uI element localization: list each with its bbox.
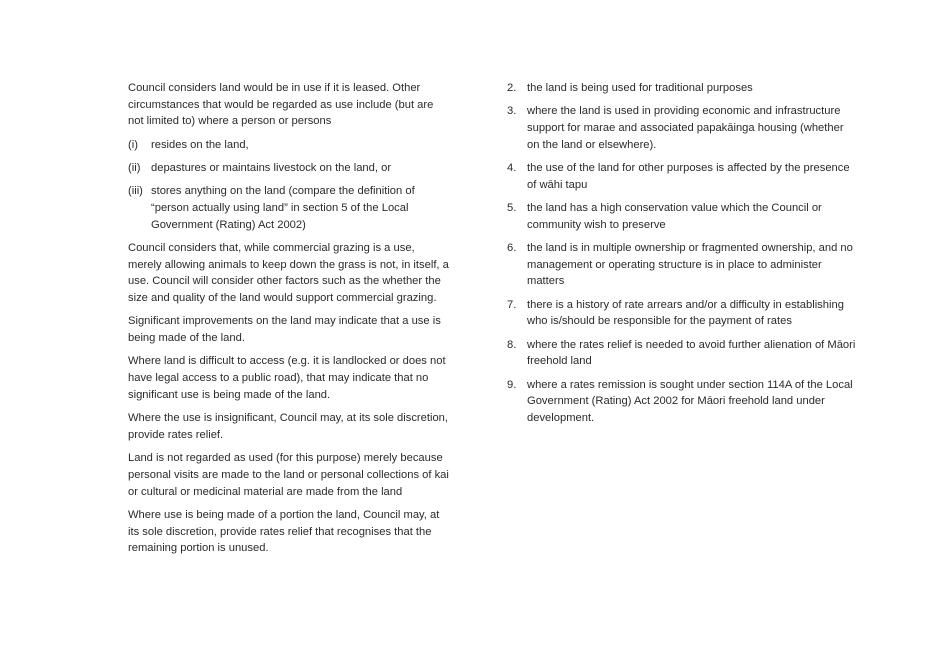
numbered-list-item bbox=[507, 80, 859, 97]
list-item-text: the use of the land for other purposes is affected by the presence of wāhi tapu bbox=[527, 162, 850, 191]
list-marker: (i) bbox=[128, 138, 138, 151]
use-list-item bbox=[128, 183, 450, 233]
numbered-list-item bbox=[507, 297, 859, 330]
list-number: 3. bbox=[507, 105, 517, 118]
body-paragraph: Land is not regarded as used (for this purpose) merely because personal visits are made to the land or personal collections of kai or cultural or medicinal material are made from the land bbox=[128, 452, 449, 498]
list-item-text: the land has a high conservation value which the Council or community wish to preserve bbox=[527, 202, 822, 231]
list-number: 6. bbox=[507, 242, 517, 254]
numbered-list-item bbox=[507, 200, 859, 233]
numbered-list-item bbox=[507, 337, 859, 370]
list-item-text: where the rates relief is needed to avoid further alienation of Māori freehold land bbox=[527, 338, 856, 368]
list-item-text: the land is in multiple ownership or fragmented ownership, and no management or operating structure is in place to administer matters bbox=[527, 242, 853, 288]
list-number: 4. bbox=[507, 162, 517, 174]
numbered-list-item bbox=[507, 377, 859, 427]
list-number: 9. bbox=[507, 378, 517, 391]
list-item-text: stores anything on the land (compare the definition of “person actually using land” in section 5 of the Local Government (Rating) Act 2002) bbox=[151, 185, 415, 231]
right-column bbox=[507, 80, 859, 433]
list-marker: (iii) bbox=[128, 185, 143, 198]
list-item-text: where a rates remission is sought under section 114A of the Local Government (Rating) Act 2002 for Māori freehold land under development. bbox=[527, 378, 853, 425]
list-marker: (ii) bbox=[128, 162, 141, 174]
use-list-item bbox=[128, 137, 450, 154]
use-list-item bbox=[128, 160, 450, 177]
list-number: 7. bbox=[507, 298, 517, 311]
list-item-text: depastures or maintains livestock on the land, or bbox=[151, 162, 392, 174]
body-paragraph: Significant improvements on the land may indicate that a use is being made of the land. bbox=[128, 315, 441, 345]
body-paragraph: Where land is difficult to access (e.g. it is landlocked or does not have legal access to a public road), that may indicate that no significant use is being made of the land. bbox=[128, 355, 446, 401]
list-number: 5. bbox=[507, 202, 517, 214]
intro-paragraph: Council considers land would be in use if it is leased. Other circumstances that would be regarded as use include (but are not limited to) where a person or persons bbox=[128, 82, 434, 128]
left-column bbox=[128, 80, 450, 564]
list-item-text: resides on the land, bbox=[151, 138, 249, 151]
numbered-list-item bbox=[507, 240, 859, 290]
list-item-text: there is a history of rate arrears and/or a difficulty in establishing who is/should be responsible for the payment of rates bbox=[527, 298, 844, 328]
list-number: 2. bbox=[507, 82, 517, 94]
list-item-text: where the land is used in providing economic and infrastructure support for marae and associated papakāinga housing (whether on the land or elsewhere). bbox=[527, 105, 844, 151]
numbered-list-item bbox=[507, 103, 859, 153]
body-paragraph: Where use is being made of a portion the land, Council may, at its sole discretion, provide rates relief that recognises that the remaining portion is unused. bbox=[128, 508, 440, 555]
body-paragraph: Where the use is insignificant, Council may, at its sole discretion, provide rates relief. bbox=[128, 412, 449, 441]
body-paragraph: Council considers that, while commercial grazing is a use, merely allowing animals to keep down the grass is not, in itself, a use. Council will consider other factors such as the whether the size and quality of the land would support commercial grazing. bbox=[128, 242, 449, 305]
numbered-list-item bbox=[507, 160, 859, 193]
list-item-text: the land is being used for traditional purposes bbox=[527, 82, 753, 94]
list-number: 8. bbox=[507, 338, 517, 351]
